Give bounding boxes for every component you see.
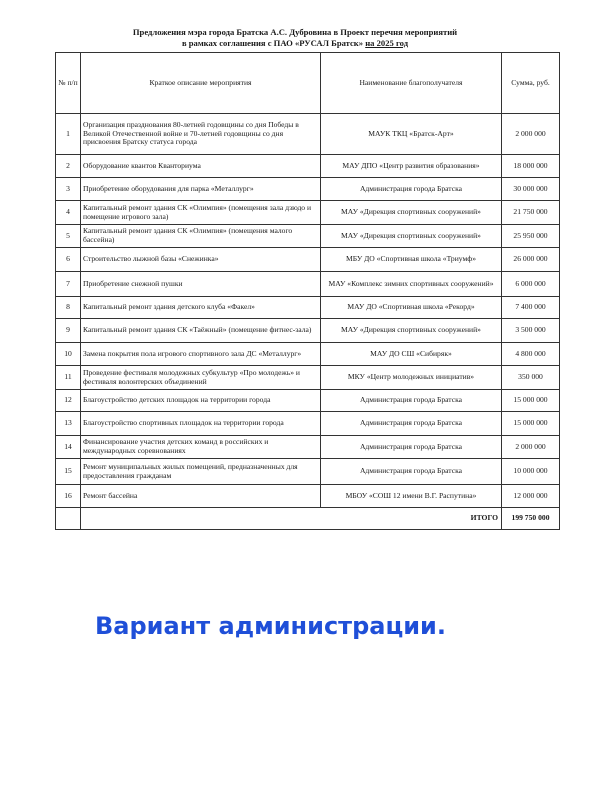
row-recipient: МБУ ДО «Спортивная школа «Триумф» [321, 248, 502, 272]
row-description: Организация празднования 80-летней годовщины со дня Победы в Великой Отечественной войне и 70-летней годовщины со дня присвоения Братску статуса города [81, 114, 321, 155]
total-label: ИТОГО [81, 508, 502, 530]
row-num: 15 [56, 459, 81, 485]
row-recipient: МАУ ДО СШ «Сибиряк» [321, 343, 502, 366]
row-recipient: МКУ «Центр молодежных инициатив» [321, 366, 502, 390]
events-table [55, 52, 560, 530]
row-description: Ремонт бассейна [81, 485, 321, 508]
row-num: 4 [56, 201, 81, 225]
row-num: 14 [56, 436, 81, 459]
row-sum: 3 500 000 [502, 319, 560, 343]
row-description: Благоустройство детских площадок на территории города [81, 390, 321, 412]
title-line-1: Предложения мэра города Братска А.С. Дубровина в Проект перечня мероприятий [132, 27, 458, 37]
row-description: Ремонт муниципальных жилых помещений, предназначенных для предоставления гражданам [81, 459, 321, 485]
table-row [56, 114, 560, 155]
row-description: Финансирование участия детских команд в российских и международных соревнованиях [81, 436, 321, 459]
row-sum: 4 800 000 [502, 343, 560, 366]
row-sum: 7 400 000 [502, 297, 560, 319]
table-row [56, 178, 560, 201]
table-row [56, 343, 560, 366]
row-description: Капитальный ремонт здания СК «Олимпия» (помещения зала дзюдо и помещение игрового зала) [81, 201, 321, 225]
title-year: на 2025 год [365, 37, 409, 48]
row-recipient: МАУ «Дирекция спортивных сооружений» [321, 319, 502, 343]
row-description: Капитальный ремонт здания СК «Олимпия» (помещения малого бассейна) [81, 225, 321, 248]
row-num: 1 [56, 114, 81, 155]
row-num: 12 [56, 390, 81, 412]
table-total-row [56, 508, 560, 530]
title-line-2-prefix: в рамках соглашения с ПАО «РУСАЛ Братск» [181, 37, 366, 48]
row-num: 8 [56, 297, 81, 319]
table-row [56, 319, 560, 343]
row-description: Капитальный ремонт здания детского клуба «Факел» [81, 297, 321, 319]
table-row [56, 272, 560, 297]
row-description: Приобретение снежной пушки [81, 272, 321, 297]
row-sum: 350 000 [502, 366, 560, 390]
row-num: 2 [56, 155, 81, 178]
table-header-row [56, 53, 560, 114]
table-row [56, 485, 560, 508]
document-title [0, 27, 590, 48]
row-sum: 15 000 000 [502, 390, 560, 412]
row-description: Проведение фестиваля молодежных субкультур «Про молодежь» и фестиваля волонтерских объединений [81, 366, 321, 390]
total-sum: 199 750 000 [502, 508, 560, 530]
row-description: Оборудование квантов Кванториума [81, 155, 321, 178]
table-row [56, 436, 560, 459]
row-recipient: Администрация города Братска [321, 178, 502, 201]
table-row [56, 155, 560, 178]
row-sum: 2 000 000 [502, 114, 560, 155]
table-row [56, 459, 560, 485]
row-sum: 21 750 000 [502, 201, 560, 225]
table-row [56, 297, 560, 319]
row-sum: 12 000 000 [502, 485, 560, 508]
row-description: Замена покрытия пола игрового спортивного зала ДС «Металлург» [81, 343, 321, 366]
row-sum: 10 000 000 [502, 459, 560, 485]
row-sum: 30 000 000 [502, 178, 560, 201]
row-recipient: Администрация города Братска [321, 459, 502, 485]
row-num: 5 [56, 225, 81, 248]
row-description: Приобретение оборудования для парка «Металлург» [81, 178, 321, 201]
row-recipient: МАУ «Комплекс зимних спортивных сооружений» [321, 272, 502, 297]
row-num: 6 [56, 248, 81, 272]
row-description: Капитальный ремонт здания СК «Таёжный» (помещение фитнес-зала) [81, 319, 321, 343]
row-recipient: МБОУ «СОШ 12 имени В.Г. Распутина» [321, 485, 502, 508]
row-recipient: Администрация города Братска [321, 390, 502, 412]
row-recipient: МАУ ДПО «Центр развития образования» [321, 155, 502, 178]
table-row [56, 412, 560, 436]
table-row [56, 201, 560, 225]
header-recipient: Наименование благополучателя [321, 53, 502, 114]
row-sum: 6 000 000 [502, 272, 560, 297]
table-row [56, 248, 560, 272]
row-sum: 18 000 000 [502, 155, 560, 178]
row-num: 7 [56, 272, 81, 297]
row-recipient: МАУ «Дирекция спортивных сооружений» [321, 225, 502, 248]
row-recipient: МАУ «Дирекция спортивных сооружений» [321, 201, 502, 225]
header-num: № п/п [56, 53, 81, 114]
table-row [56, 366, 560, 390]
row-num: 11 [56, 366, 81, 390]
row-num: 16 [56, 485, 81, 508]
table-row [56, 225, 560, 248]
total-empty-cell [56, 508, 81, 530]
title-line-2 [0, 38, 590, 49]
row-num: 13 [56, 412, 81, 436]
table-row [56, 390, 560, 412]
row-num: 10 [56, 343, 81, 366]
row-recipient: Администрация города Братска [321, 436, 502, 459]
row-recipient: Администрация города Братска [321, 412, 502, 436]
row-sum: 2 000 000 [502, 436, 560, 459]
row-sum: 25 950 000 [502, 225, 560, 248]
row-recipient: МАУ ДО «Спортивная школа «Рекорд» [321, 297, 502, 319]
row-sum: 15 000 000 [502, 412, 560, 436]
row-description: Благоустройство спортивных площадок на территории города [81, 412, 321, 436]
header-description: Краткое описание мероприятия [81, 53, 321, 114]
row-num: 3 [56, 178, 81, 201]
variant-caption: Вариант администрации. [95, 612, 446, 640]
row-sum: 26 000 000 [502, 248, 560, 272]
row-recipient: МАУК ТКЦ «Братск-Арт» [321, 114, 502, 155]
row-description: Строительство лыжной базы «Снежинка» [81, 248, 321, 272]
header-sum: Сумма, руб. [502, 53, 560, 114]
row-num: 9 [56, 319, 81, 343]
